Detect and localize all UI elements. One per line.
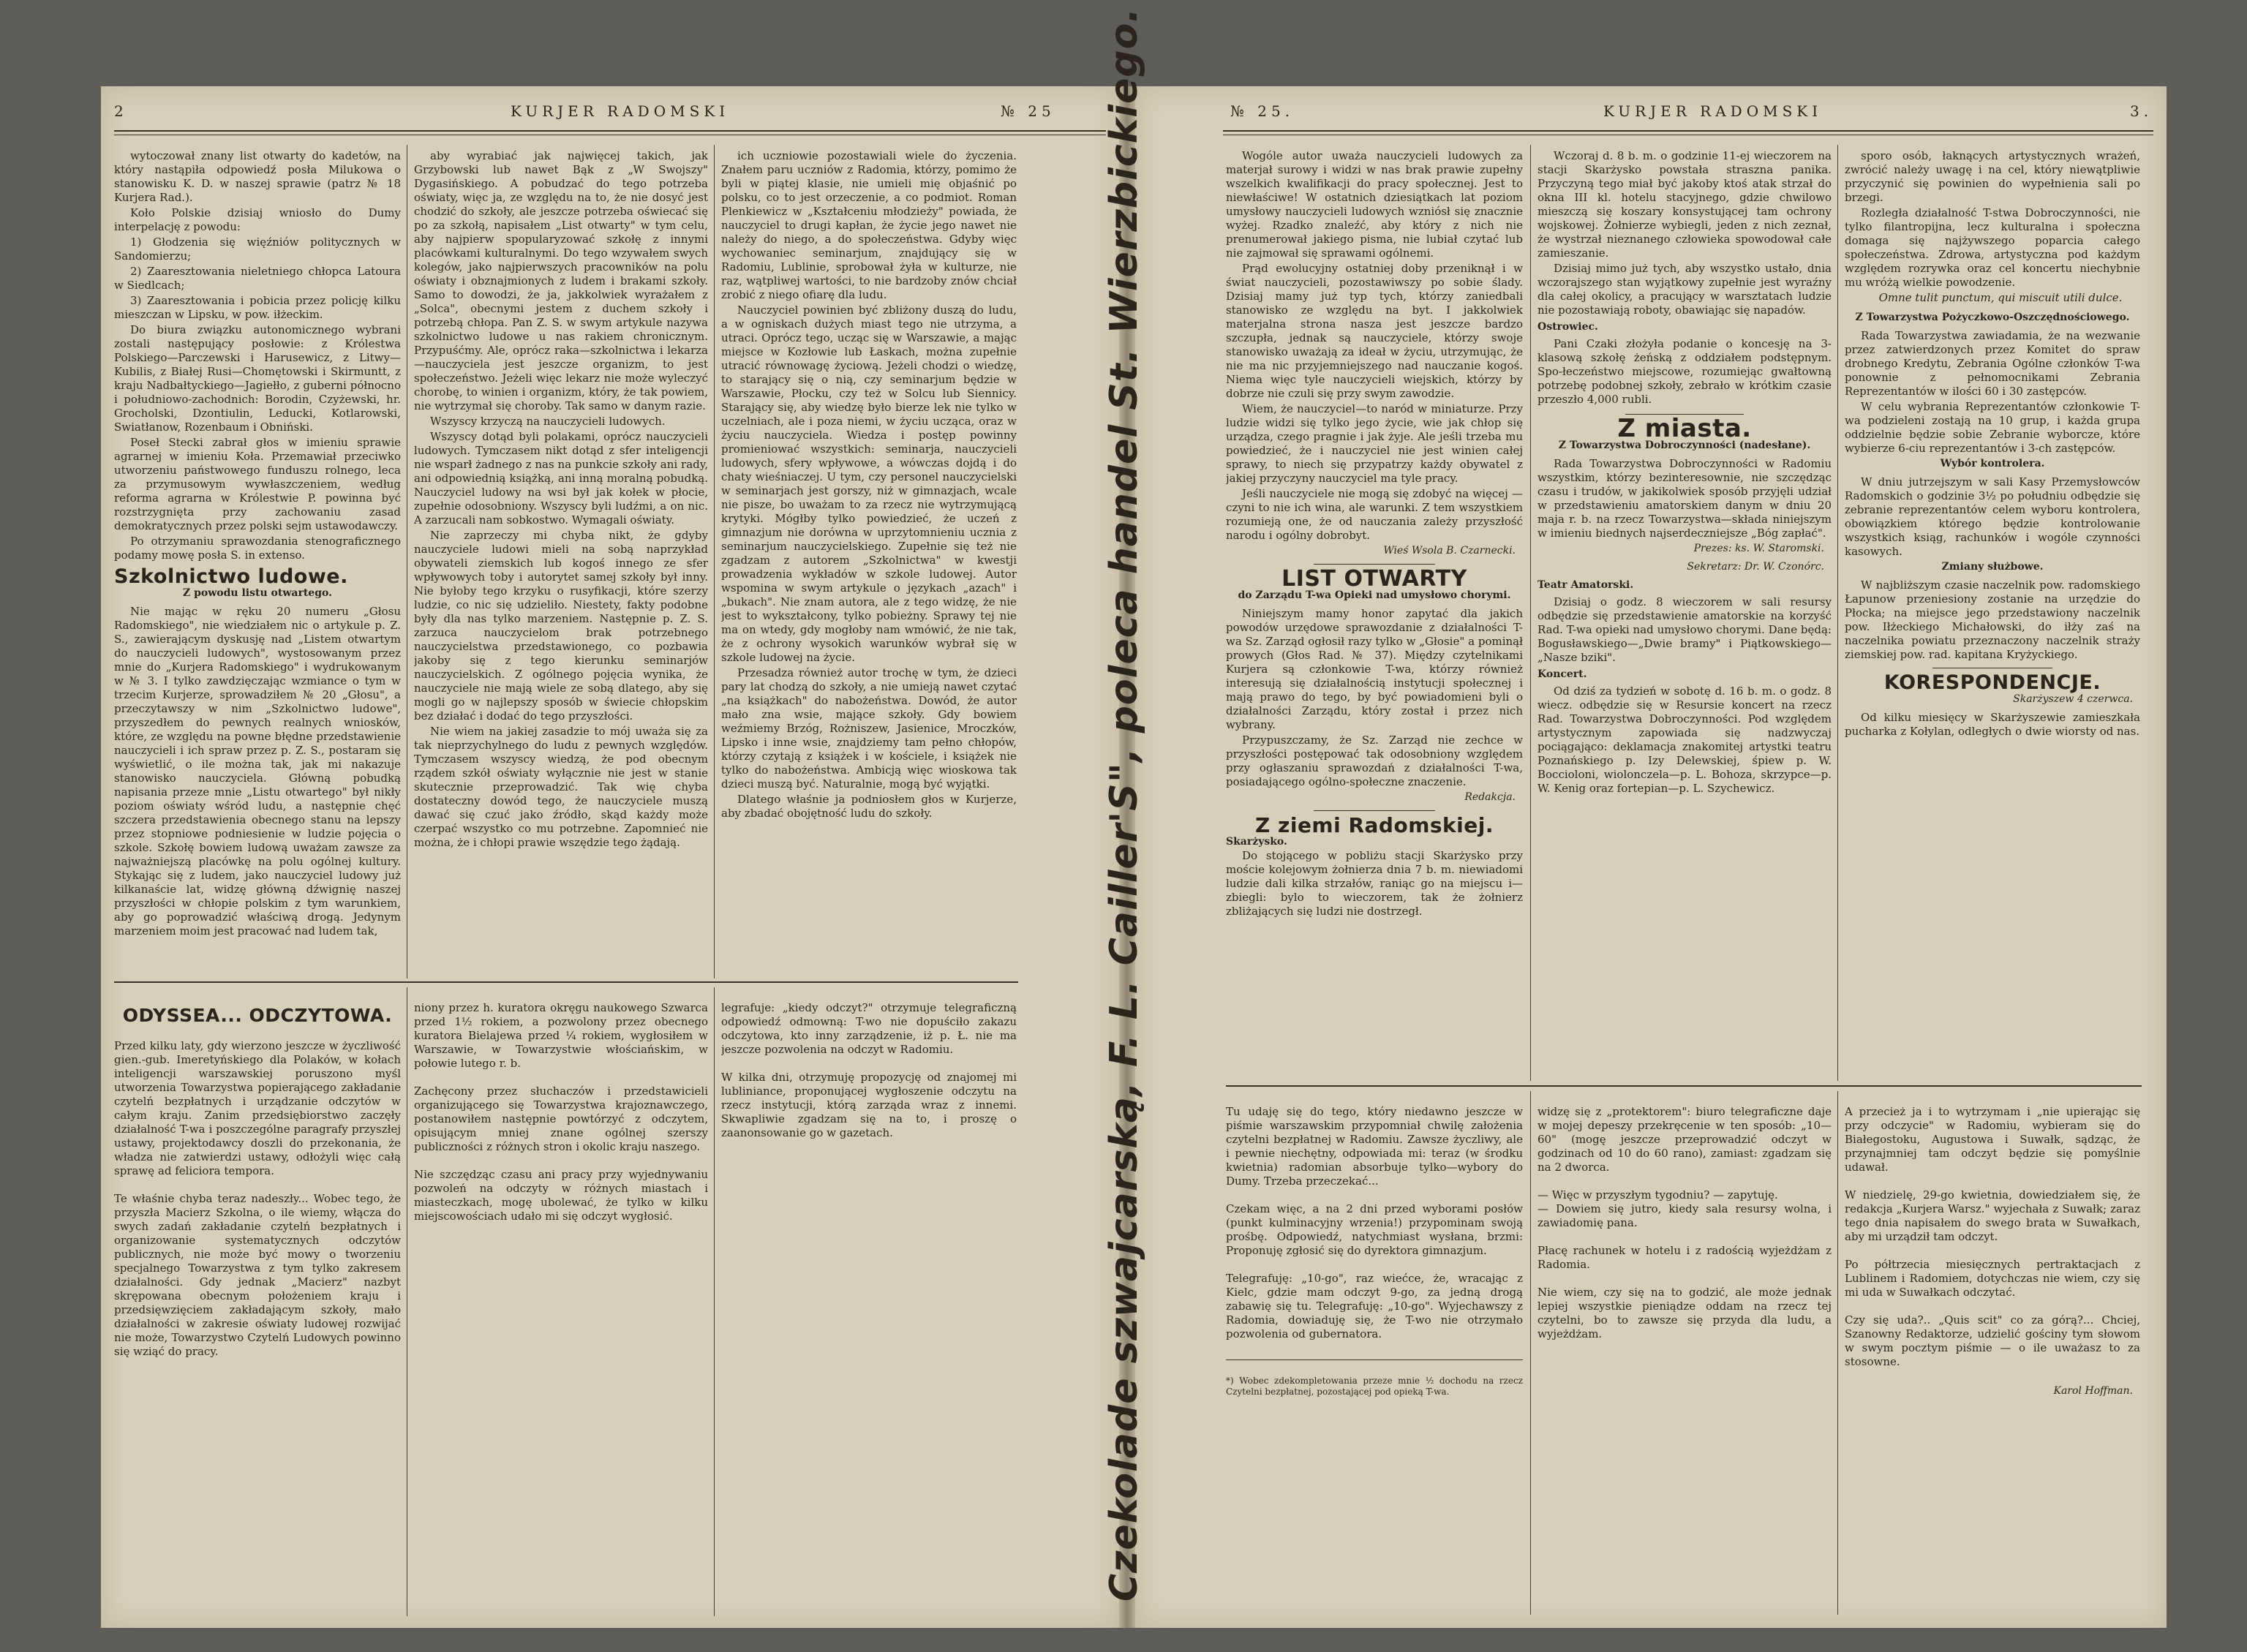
paragraph: Rada Towarzystwa zawiadamia, że na wezwanie przez zatwierdzonych przez Komitet do spraw drobnego Kredytu, Zebrania Ogólne członków T-wa ponownie z pełnomocnikami Zebrania Reprezentantów w ilości 60 i 30 zastępców. [1845,329,2140,398]
section-title: Koncert. [1537,668,1587,680]
column-divider [714,987,715,1616]
column-divider [714,145,715,978]
paragraph: Poseł Stecki zabrał głos w imieniu sprawie agrarnej w imieniu Koła. Przemawiał przeciwko utworzeniu państwowego funduszu rolnego, leca za przymusowym wywłaszczeniem, według reforma agrarna w Królestwie P. powinna być rozstrzygnięta przy zachowaniu zasad demokratycznych przez polski sejm ustawodawczy. [114,436,401,532]
paragraph: W celu wybrania Reprezentantów członkowie T-wa podzieleni zostają na 10 grup, i każda grupa oddzielnie będzie sobie Zebranie wyborcze, które wybierze 6-ciu reprezentantów i 3-ch zastępców. [1845,400,2140,455]
issue-number-left: № 25 [1001,102,1055,120]
list-item: 3) Zaaresztowania i pobicia przez policję kilku mieszczan w Lipsku, w pow. iłżeckim. [114,294,401,321]
paragraph: Koło Polskie dzisiaj wniosło do Dumy interpelację z powodu: [114,206,401,233]
paragraph: Od dziś za tydzień w sobotę d. 16 b. m. o godz. 8 wiecz. odbędzie się w Resursie koncert na rzecz Rad. Towarzystwa Dobroczynności. Pod względem artystycznym zapowiada się nadzwyczaj pociągająco: deklamacja znakomitej artystki teatru Poznańskiego p. Izy Delewskiej, śpiew p. W. Boccioloni, wiolonczela—p. L. Bohoza, skrzypce—p. W. Kenig oraz fortepian—p. L. Szychewicz. [1537,684,1832,795]
article-subheading: Z powodu listu otwartego. [183,587,332,599]
article-subheading: Z Towarzystwa Dobroczynności (nadesłane). [1558,440,1811,451]
footnote-rule [1226,1359,1523,1360]
odyssea-column-1 [114,987,401,1616]
paragraph: Nie zaprzeczy mi chyba nikt, że gdyby nauczyciele ludowi mieli na sobą naprzykład obywateli ziemskich lub kogoś innego ze sfer wpływowych toby i autorytet samej szkoły był inny. Nie byłoby tego krzyku o rusyfikacji, które szerzy ludzie, co nic się udzieliło. Niestety, fakty podobne były dla nas tylko marzeniem. Następnie p. Z. S. zarzuca nauczycielom brak potrzebnego nauczycielstwa przedstawionego, co pozbawia jakoby się z tego kierunku seminarjów nauczycielskich. Z ogólnego pojęcia wynika, że nauczyciele nie mają wiele ze sobą dlatego, aby się mogli go w najlepszy sposób w świecie chłopskim bez działać i dodać do tego przyszłości. [414,529,708,723]
paragraph: Przypuszczamy, że Sz. Zarząd nie zechce w przyszłości postępować tak odosobniony względem przy ogłaszaniu sprawozdań z działalności T-wa, posiadającego ogólno-społeczne znaczenie. [1226,733,1523,788]
place-name: Skarżysko. [1226,836,1287,848]
running-title-left: KURJER RADOMSKI [511,102,730,120]
article-heading: Szkolnictwo ludowe. [114,565,348,588]
paragraph: Do stojącego w pobliżu stacji Skarżysko przy moście kolejowym żołnierza dnia 7 b. m. niewiadomi ludzie dali kilka strzałów, raniąc go na miejscu i—zbiegli: bylo to wieczorem, tak że żołnierz zbliżających się ludzi nie dostrzegł. [1226,849,1523,918]
paragraph: Do biura związku autonomicznego wybrani zostali następujący posłowie: z Królestwa Polskiego—Parczewski i Harusewicz, z Litwy—Kubilis, z Białej Rusi—Chomętowski i Skirmuntt, z kraju Nadbałtyckiego—Jagiełło, z guberni północno i południowo-zachodnich: Borodin, Czyżewski, hr. Grocholski, Dzontiulin, Leducki, Kotlarowski, Swiatłanow, Rozenbaum i Obniński. [114,323,401,434]
article-subheading: Zmiany służbowe. [1941,561,2044,573]
paragraph: Prąd ewolucyjny ostatniej doby przeniknął i w świat nauczycieli, pozostawiwszy po sobie ślady. Dzisiaj mamy już typ tych, którzy zaniedbali stanowisko ze względu na byt. I jakkolwiek materjalna strona nasza jest jeszcze bardzo szczupła, jednak są nauczyciele, którzy swoje stanowisko uważają za ideał w życiu, utrzymując, że nie ma nic przyjemniejszego nad nauczanie kogoś. Niema więc tyle nauczycieli wiejskich, którzy by dobrze nie czuli się przy swym zawodzie. [1226,262,1523,400]
paragraph: Omne tulit punctum, qui miscuit utili dulce. [1878,291,2123,304]
paragraph: W najbliższym czasie naczelnik pow. radomskiego Łapunow przeniesiony zostanie na urzędzie do Płocka; na miejsce jego przedstawiony naczelnik pow. Iłżeckiego Michałowski, do iłży zaś na naczelnika powiatu przeznaczony naczelnik straży ziemskiej pow. rad. kapitana Kryżyckiego. [1845,578,2140,661]
column-divider [1530,145,1531,1081]
right-column-2 [1537,149,1832,1078]
paragraph: Pani Czaki złożyła podanie o koncesję na 3-klasową szkołę żeńską z oddziałem podstępnym. Spo-łeczeństwo miejscowe, rozumiejąc gwałtowną potrzebę podobnej szkoły, zebrało w krótkim czasie przeszło 4,000 rubli. [1537,337,1832,406]
paragraph: Nie wiem na jakiej zasadzie to mój uważa się za tak nieprzychylnego do ludu z pewnych względów. Tymczasem wszyscy wiedzą, że pod obecnym rządem szkół oświaty wyłącznie nie jest w stanie skutecznie przeprowadzić. Tak wię chyba dostateczny dowód tego, że nauczyciele muszą dawać się czuć jako źródło, skąd każdy może czerpać wszystko co mu potrzebne. Zapomnieć nie można, że i chłopi prawie wszędzie tego żądają. [414,725,708,849]
signature: Redakcja. [1464,791,1516,803]
place-name: Ostrowiec. [1537,321,1598,333]
odyssea-column-5 [1537,1091,1832,1615]
signature: Wieś Wsola B. Czarnecki. [1383,545,1516,557]
article-heading: ODYSSEA... ODCZYTOWA. [122,1005,393,1026]
column-divider [1530,1091,1531,1615]
paragraph: Dzisiaj mimo już tych, aby wszystko ustało, dnia wczorajszego stan wyjątkowy zupełnie jest wyraźny dla całej okolicy, a pracujący w warsztatach ludzie nie pozostawiają roboty, obawiając się napadów. [1537,262,1832,317]
divider [1314,564,1435,565]
paragraph: Rozległa działalność T-stwa Dobroczynności, nie tylko filantropijna, lecz kulturalna i społeczna domaga się najżywszego poparcia całego społeczeństwa. Zdrowa, artystyczna pod każdym względem rozrywka oraz cel koncertu niechybnie mu wróżą wielkie powodzenie. [1845,206,2140,289]
article-subheading: do Zarządu T-wa Opieki nad umysłowo chorymi. [1238,589,1511,601]
paragraph: Niniejszym mamy honor zapytać dla jakich powodów urzędowe sprawozdanie z działalności T-wa Sz. Zarząd ogłosił razy tylko w „Głosie" a pominął prowych (Głos Rad. № 37). Między czytelnikami Kurjera są członkowie T-wa, którzy również interesują się działalnością instytucji społecznej i mają prawo do tego, by być powiadomieni byli o działalności Zarządu, który został i przez nich wybrany. [1226,607,1523,731]
paragraph: wytoczował znany list otwarty do kadetów, na który nastąpiła odpowiedź posła Milukowa o stanowisku K. D. w naszej sprawie (patrz № 18 Kurjera Rad.). [114,149,401,204]
running-title-right: KURJER RADOMSKI [1603,102,1823,120]
paragraph: Wszyscy krzyczą na nauczycieli ludowych. [430,415,666,428]
header-rule [1223,130,2153,132]
odyssea-column-4 [1226,1091,1523,1615]
paragraph: Od kilku miesięcy w Skarżyszewie zamieszkała pucharka z Kołylan, odległych o dwie wiorsty od nas. [1845,711,2140,738]
paragraph: sporo osób, łaknących artystycznych wrażeń, zwrócić należy uwagę i na cel, który niewątpliwie przyczynić się powinien do wypełnienia sali po brzegi. [1845,149,2140,204]
right-column-3 [1845,149,2140,1078]
paragraph: Wszyscy dotąd byli polakami, oprócz nauczycieli ludowych. Tymczasem nikt dotąd z sfer inteligencji nie wsparł żadnego z nas na punkcie szkoły ani rady, ani odpowiednią książką, ani inną moralną pobudką. Nauczyciel ludowy na wsi był jak kołek w płocie, zupełnie odosobniony. Wszyscy byli ludźmi, a on nic. A zarzucali nam sobkostwo. Wymagali oświaty. [414,430,708,527]
paragraph: Dlatego właśnie ja podniosłem głos w Kurjerze, aby zbadać obojętność ludu do szkoły. [721,793,1017,820]
article-subheading: Wybór kontrolera. [1940,458,2045,469]
article-heading: Z ziemi Radomskiej. [1255,813,1494,837]
article-heading: LIST OTWARTY [1281,566,1467,592]
section-rule [1226,1085,2142,1087]
column-divider [1837,145,1838,1081]
signature: Prezes: ks. W. Staromski. [1693,543,1824,554]
paragraph: Nie mając w ręku 20 numeru „Głosu Radomskiego", nie wiedziałem nic o artykule p. Z. S., zawierającym dyskusję nad „Listem otwartym do nauczycieli ludowych", wystosowanym przez mnie do „Kurjera Radomskiego" i wydrukowanym w № 3. I tylko zawdzięczając wzmiance o tym w trzecim Kurjerze, sprowadziłem № 20 „Głosu", a przeczytawszy w nim „Szkolnictwo ludowe", przyszedłem do pewnych realnych wniosków, które, ze względu na powne błędne przedstawienie nauczycieli i ich spraw przez p. Z. S., postaram się wyświetlić, o ile można tak, jak mi nakazuje stanowisko nauczyciela. Główną pobudką napisania przeze mnie „Listu otwartego" był nikły poziom oświaty wśród ludu, a następnie chęć szczera przedstawienia obecnego stanu na lepszy przez stopniowe podniesienie w ludzie pojęcia o szkole. Szkołę bowiem ludową uważam zawsze za najważniejszą placówkę na polu ogólnej kultury. Stykając się z ludem, jako nauczyciel ludowy już kilkanaście lat, widzę główną dźwignię naszej przyszłości w chłopie polskim z tym warunkiem, aby go poprowadzić właściwą drogą. Jedynym marzeniem moim jest pracować nad ludem tak, [114,605,401,938]
paragraph: niony przez h. kuratora okręgu naukowego Szwarca przed 1½ rokiem, a pozwolony przez obecnego kuratora Bielajewa przed ¼ rokiem, wygłosiłem w Warszawie, w Towarzystwie włościańskim, w połowie lutego r. b. Zachęcony przez słuchaczów i przedstawicieli organizującego się Towarzystwa krajoznawczego, postanowiłem następnie powtórzyć z odczytem, opisującym mniej znane ogólnej szerszy publiczności z różnych stron i okolic kraju naszego. Nie szczędząc czasu ani pracy przy wyjednywaniu pozwoleń na odczyty w różnych miastach i miasteczkach, mogę ubolewać, że tylko w kilku miejscowościach udało mi się odczyt wygłosić. [414,1001,708,1223]
page-number-left: 2 [114,102,128,120]
footnote: *) Wobec zdekompletowania przeze mnie ½ dochodu na rzecz Czytelni bezpłatnej, pozostającej pod opieką T-wa. [1226,1376,1523,1397]
paragraph: A przecież ja i to wytrzymam i „nie upierając się przy odczycie" w Radomiu, wybieram się do Białegostoku, Augustowa i Suwałk, sądząc, że przynajmniej tam odczyt będzie się pomyślnie udawał. W niedzielę, 29-go kwietnia, dowiedziałem się, że redakcja „Kurjera Warsz." wyjechała z Suwałk; zaraz tego dnia napisałem do swego brata w Suwałkach, aby mi urządził tam odczyt. Po półtrzecia miesięcznych pertraktacjach z Lublinem i Radomiem, dotychczas nie wiem, czy się mi uda w Suwałkach odczytać. Czy się uda?.. „Quis scit" co za górą?... Chciej, Szanowny Redaktorze, udzielić gościny tym słowom w swym pocztym piśmie — o ile uważasz to za stosowne. [1845,1105,2140,1368]
signature: Sekretarz: Dr. W. Czonórc. [1687,561,1824,573]
paragraph: Przesadza również autor trochę w tym, że dzieci pary lat chodzą do szkoły, a nie umieją nawet czytać „na książkach" do nabożeństwa. Dowód, że autor mało zna wsie, mające szkoły. Gdy bowiem weźmiemy Brzóg, Rożniszew, Jasienice, Mroczków, Lipsko i inne wsie, znajdziemy tam pełno chłopów, którzy czytają z książek i w kościele, i książek nie tylko do nabożeństwa. Ambicją więc wioskowa tak dzieci muszą być. Naturalnie, mogą być wyjątki. [721,666,1017,791]
section-rule [114,981,1018,983]
paragraph: Przed kilku laty, gdy wierzono jeszcze w życzliwość gien.-gub. Imeretyńskiego dla Polaków, w kołach inteligencji warszawskiej poruszono myśl utworzenia Towarzystwa popierającego zakładanie czytelń bezpłatnych i urządzanie odczytów w całym kraju. Zanim przedsiębiorstwo zaczęły działalność T-wa i poszczególne paragrafy przyszłej ustawy, projektodawcy doszli do przekonania, że władza nie zatwierdzi ustawy, odłożyli więc całą sprawę ad feliciora tempora. Te właśnie chyba teraz nadeszły... Wobec tego, że przyszła Macierz Szkolna, o ile wiemy, włącza do swych zadań zakładanie czytelń bezpłatnych i organizowanie systematycznych odczytów publicznych, nie może być mowy o tworzeniu specjalnego Towarzystwa z tym tylko zakresem działalności. Gdy jednak „Macierz" nazbyt skrępowana obecnym położeniem kraju i przedsięwzięciem zakładającym szkoły, mało działalności w zakresie oświaty ludowej rozwijać nie może, Towarzystwo Czytelń Ludowych powinno się wziąć do pracy. [114,1039,401,1358]
advertisement-text: Czekolade szwajcarską, F. L. Cailler'S", poleca handel St. Wierzbickiego. [1102,7,1146,1602]
paragraph: widzę się z „protektorem": biuro telegraficzne daje w mojej depeszy przekręcenie w ten sposób: „10—60" (mogę jeszcze przeprowadzić odczyt w godzinach od 10 do 60 rano), zamiast: zgadzam się na 2 dworca. — Więc w przyszłym tygodniu? — zapytuję. — Dowiem się jutro, kiedy sala resursy wolna, i zawiadomię pana. Płacę rachunek w hotelu i z radością wyjeżdżam z Radomia. Nie wiem, czy się na to godzić, ale może jednak lepiej wszystkie pieniądze oddam na rzecz tej czytelni, bo to zawsze się przyda dla ludu, a wyjeżdżam. [1537,1105,1832,1340]
left-page [101,86,1119,1628]
odyssea-column-2 [414,987,708,1616]
section-title: Teatr Amatorski. [1537,579,1634,591]
paragraph: Wczoraj d. 8 b. m. o godzinie 11-ej wieczorem na stacji Skarżysko powstała straszna panika. Przyczyną tego miał być jakoby ktoś atak strzał do okna III kl. hotelu stacyjnego, gdzie chwilowo mieszczą się koszary konsystującej tam ochrony wojskowej. Żołnierze wybiegli, jeden z nich zeznał, że wystrzał nieznanego człowieka spowodował całe zamieszanie. [1537,149,1832,260]
list-item: 1) Głodzenia się więźniów politycznych w Sandomierzu; [114,235,401,263]
paragraph: Po otrzymaniu sprawozdania stenograficznego podamy mowę posła S. in extenso. [114,535,401,562]
left-column-3 [721,149,1017,974]
right-column-1 [1226,149,1523,1078]
divider [1314,810,1435,811]
column-divider [1837,1091,1838,1615]
paragraph: legrafuje: „kiedy odczyt?" otrzymuje telegraficzną odpowiedź odmowną: T-wo nie dopuściło zakazu odczytowa, kto inny zarządzenie, iż p. Ł. nie ma jeszcze pozwolenia na odczyt w Radomiu. W kilka dni, otrzymuję propozycję od znajomej mi lubliniance, proponującej wygłoszenie odczytu na rzecz instytucji, którą zarząda wraz z innemi. Skwapliwie zgadzam się na to, i proszę o zaanonsowanie go w gazetach. [721,1001,1017,1139]
dateline: Skarżyszew 4 czerwca. [2013,693,2133,705]
list-item: 2) Zaaresztowania nieletniego chłopca Latoura w Siedlcach; [114,265,401,292]
paragraph: ich uczniowie pozostawiali wiele do życzenia. Znałem paru uczniów z Radomia, którzy, pomimo że byli w piątej klasie, nie umieli mię objaśnić po polsku, co to jest orzeczenie, a co podmiot. Roman Plenkiewicz w „Kształceniu młodzieży" powiada, że nauczyciel to drugi kapłan, że życie jego nawet nie należy do niego, a do społeczeństwa. Gdyby więc wychowaniec seminarjum, znajdujący się w Radomiu, Lublinie, sprobował żyła w kulturze, nie raz, wątpliwej wartości, to nie bardzoby znów chciał zrobić z niego ofiarę dla ludu. [721,149,1017,301]
odyssea-column-6 [1845,1091,2140,1615]
paragraph: aby wyrabiać jak najwięcej takich, jak Grzybowski lub nawet Bąk z „W Swojszy" Dygasińskiego. A pobudzać do tego potrzeba oświaty, więc ja, ze względu na to, że nie dosyć jest chodzić do szkoły, ale jeszcze potrzeba oświecać się po za szkołą, napisałem „List otwarty" w tym celu, aby najpierw spopularyzować szkołę z innymi placówkami kulturalnymi. Do tego wzywałem swych kolegów, jako najpierwszych pracowników na polu oświaty i obznajmionych z ludem i brakami szkoły. Samo to dowodzi, że ja, jakkolwiek wyrażałem z „Solca", obecnymi jestem z duchem szkoły i potrzebą chłopa. Pan Z. S. w swym artykule nazywa szkolnictwo ludowe u nas rakiem chronicznym. Przypuśćmy. Ale, oprócz raka—szkolnictwa i lekarza—nauczyciela jest jeszcze organizm, to jest społeczeństwo. Jeżeli więc lekarz nie może wyleczyć chorobę, to winien i organizm, który, że tak powiem, nie wytrzymał się choroby. Tak samo w danym razie. [414,149,708,412]
issue-number-right: № 25. [1230,102,1295,120]
header-rule [114,130,1106,132]
left-column-1 [114,149,401,974]
paragraph: Wogóle autor uważa nauczycieli ludowych za materjał surowy i widzi w nas brak prawie zupełny wszelkich kwalifikacji do pracy społecznej. Jest to niewłaściwe! W ostatnich dziesiątkach lat poziom umysłowy nauczycieli ludowych wzniósł się znacznie wyżej. Rzadko znaleźć, aby który z nich nie prenumerował jakiego pisma, nie lubiał czytać lub nie zajmował się sprawami ogólnemi. [1226,149,1523,260]
article-heading: KORESPONDENCJE. [1883,671,2101,694]
paragraph: Nauczyciel powinien być zbliżony duszą do ludu, a w ogniskach dużych miast tego nie utrzyma, a utraci. Oprócz tego, ucząc się w Warszawie, a mając miejsce w Kozłowie lub Łaskach, można zupełnie utracić równowagę życiową. Jeżeli chodzi o wiedzę, to starający się o nią, czy seminarjum będzie w Warszawie, Płocku, czy też w Solcu lub Siennicy. Starający się, aby wiedzę było bierze lek nie tylko w uczelniach, ale i poza niemi, w życiu ucząca, oraz w życiu nauczyciela. Wiedza i postęp powinny promieniować wszystkich: seminarja, nauczycieli ludowych, sfery wpływowe, a wówczas dojdą i do chaty wieśniaczej. U tym, czy personel nauczycielski w seminarjach jest gorszy, niż w gimnazjach, wcale nie pisze, bo uważam to za rzecz nie wytrzymującą krytyki. Mógłby tylko powiedzieć, że uczeń z gimnazjum nie dorówna w uprzytomnieniu ucznia z seminarjum nauczycielskiego. Zupełnie się też nie zgadzam z autorem „Szkolnictwa" w kwestji prowadzenia wykładów w szkole ludowej. Autor wspomina w swym artykule o językach „azach" i „bukach". Nie znam autora, ale z tego widzę, że nie jest to wykształcony, tylko pobieżny. Sprawy tej nie ma on wtedy, gdy mogłoby nam wmówić, że nie tak, że z ochrony wysokich warunków wybrał się w szkole ludowej na życie. [721,303,1017,664]
paragraph: Dzisiaj o godz. 8 wieczorem w sali resursy odbędzie się przedstawienie amatorskie na korzyść Rad. T-wa opieki nad umysłowo chorymi. Dane będą: Bogusławskiego—„Dwie bramy" i Piątkowskiego—„Nasze bziki". [1537,595,1832,664]
paragraph: Jeśli nauczyciele nie mogą się zdobyć na więcej — czyni to nie ich wina, ale warunki. Z tem wszystkiem rozumieją one, że od nauczania zależy przyszłość narodu i ogólny dobrobyt. [1226,487,1523,542]
odyssea-column-3 [721,987,1017,1616]
left-column-2 [414,149,708,974]
right-page [1135,86,2167,1628]
paragraph: Rada Towarzystwa Dobroczynności w Radomiu wszystkim, którzy bezinteresownie, nie szczędząc czasu i trudów, w jakikolwiek sposób przyjęli udział w przedstawieniu amatorskiem danym w dniu 20 maja r. b. na rzecz Towarzystwa—składa niniejszym w imieniu biednych najserdeczniejsze „Bóg zapłać". [1537,457,1832,540]
article-subheading: Z Towarzystwa Pożyczkowo-Oszczędnościowego. [1855,312,2130,323]
paragraph: W dniu jutrzejszym w sali Kasy Przemysłowców Radomskich o godzinie 3½ po południu odbędzie się zebranie reprezentantów celem wyboru kontrolera, obowiązkiem którego będzie kontrolowanie wszystkich ksiąg, rachunków i wogóle czynności kasowych. [1845,475,2140,558]
signature: Karol Hoffman. [2053,1385,2133,1397]
article-heading: Z miasta. [1617,414,1752,443]
vertical-advertisement [1069,7,1179,1602]
paragraph: Tu udaję się do tego, który niedawno jeszcze w piśmie warszawskim przypomniał chwilę założenia czytelni bezpłatnej w Radomiu. Zawsze życzliwy, ale i pewnie niechętny, odpowiada mi: teraz (w środku kwietnia) radomian absorbuje tylko—wybory do Dumy. Trzeba przeczekać... Czekam więc, a na 2 dni przed wyborami posłów (punkt kulminacyjny wrzenia!) przypominam swoją prośbę. Odpowiedź, natychmiast wysłana, brzmi: Proponuję zgłosić się do dyrektora gimnazjum. Telegrafuję: „10-go", raz wiećce, że, wracając z Kielc, gdzie mam odczyt 9-go, za jedną drogą zabawię się tu. Telegrafuję: „10-go". Wyjechawszy z Radomia, dowiaduję się, że T-wo nie otrzymało pozwolenia od gubernatora. [1226,1105,1523,1340]
paragraph: Wiem, że nauczyciel—to naród w miniaturze. Przy ludzie widzi się tylko jego życie, wie jak chłop się urządza, czego pragnie i jak żyje. Ale jeśli trzeba mu powiedzieć, że i nauczyciel nie jest winien całej sprawy, to niech się przypatrzy każdy obywatel z jakiej przyczyny nauczyciel ma tyle pracy. [1226,402,1523,485]
page-number-right: 3. [2130,102,2153,120]
